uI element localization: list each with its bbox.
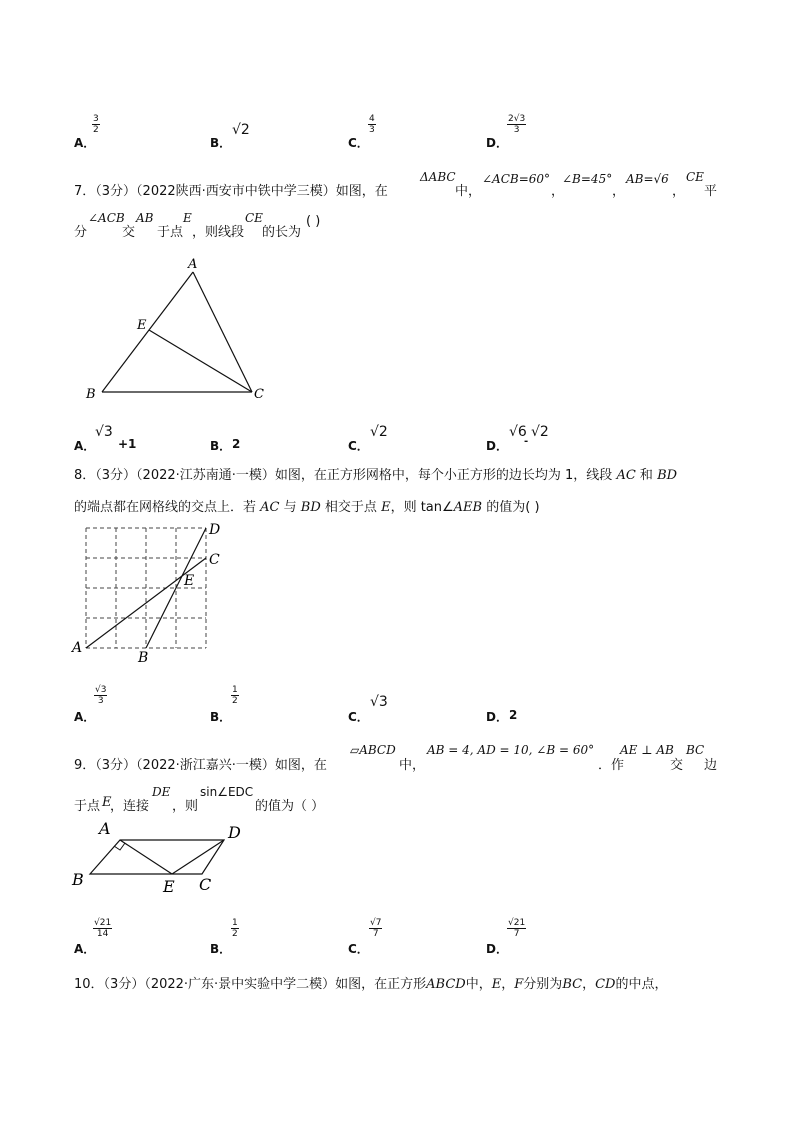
q7-e: E: [183, 211, 192, 225]
q9-option-d-letter[interactable]: D．: [486, 942, 508, 956]
q9-tail: 的值为（ ）: [255, 799, 325, 814]
q8-option-b-letter[interactable]: B．: [210, 710, 232, 724]
q9-de: DE: [152, 785, 171, 799]
q7-yudian: 于点: [157, 225, 184, 240]
q6-option-a-fraction: $\frac{3}{2}$: [93, 114, 99, 135]
q6-option-c-letter[interactable]: C．: [348, 136, 369, 150]
q7-ce: CE: [686, 170, 704, 184]
q8-option-d-value: 2: [509, 708, 518, 722]
q7-prefix: 7．（3分）（2022陕西·西安市中铁中学三模）如图，在: [74, 184, 388, 199]
q9-parallelogram-figure: [68, 818, 258, 896]
q7-option-a-letter[interactable]: A．: [74, 439, 96, 453]
q9-option-b-letter[interactable]: B．: [210, 942, 232, 956]
q7-answer-paren: ( ): [306, 214, 321, 229]
q7-label-e: E: [137, 318, 147, 333]
q7-jiao: 交: [122, 225, 136, 240]
q9-zuo: ．作: [598, 758, 625, 773]
q8-option-a-fraction: $\frac{√3}{3}$: [95, 685, 107, 706]
q9-ze: ，则: [172, 799, 199, 814]
q8-option-d-letter[interactable]: D．: [486, 710, 508, 724]
q9-label-d: D: [228, 823, 241, 842]
q7-zexian: ，则线段: [192, 225, 245, 240]
q9-perpendicular: AE ⊥ AB: [620, 743, 674, 757]
q7-triangle: ΔABC: [420, 170, 456, 184]
q8-option-b-fraction: $\frac{1}{2}$: [232, 685, 238, 706]
q7-option-a-value: √3: [95, 424, 113, 440]
q9-conditions: AB = 4, AD = 10, ∠B = 60°: [427, 743, 595, 757]
q9-option-b-fraction: $\frac{1}{2}$: [232, 918, 238, 939]
q6-option-b-value: √2: [232, 122, 250, 138]
q7-cond-acb: ∠ACB=60°: [482, 172, 551, 186]
q8-line-2: 的端点都在网格线的交点上．若 AC 与 BD 相交于点 E，则 tan∠AEB 的值为( ): [74, 500, 540, 515]
q7-zhong: 中，: [455, 184, 482, 199]
q7-comma-1: ，: [551, 184, 565, 199]
q9-parallelogram-abcd: [90, 840, 224, 874]
q8-grid-figure: [70, 518, 230, 666]
q8-label-a: A: [72, 640, 83, 656]
q7-cond-b: ∠B=45°: [562, 172, 613, 186]
q7-option-d-letter[interactable]: D．: [486, 439, 508, 453]
q9-e: E: [102, 795, 112, 810]
q9-yudian: 于点: [74, 799, 101, 814]
question-10: 10．（3分）（2022·广东·景中实验中学二模）如图，在正方形ABCD中，E，F分别为BC，CD的中点，: [74, 977, 668, 992]
q8-line-1: 8．（3分）（2022·江苏南通·一模）如图，在正方形网格中，每个小正方形的边长均为 1，线段 AC 和 BD: [74, 468, 678, 483]
q9-label-e: E: [163, 877, 175, 896]
q8-option-a-letter[interactable]: A．: [74, 710, 96, 724]
q7-side-ab: [102, 272, 193, 392]
q7-triangle-figure: [80, 252, 280, 407]
q8-label-e: E: [184, 573, 195, 589]
q9-option-c-fraction: $\frac{√7}{7}$: [370, 918, 382, 939]
q7-label-b: B: [86, 387, 96, 402]
q6-option-c-fraction: $\frac{4}{3}$: [369, 114, 375, 135]
q7-dechang: 的长为: [262, 225, 302, 240]
q8-option-c-letter[interactable]: C．: [348, 710, 369, 724]
q9-option-a-fraction: $\frac{√21}{14}$: [94, 918, 112, 939]
q7-ce-2: CE: [245, 211, 263, 225]
q9-prefix: 9．（3分）（2022·浙江嘉兴·一模）如图，在: [74, 758, 327, 773]
q7-fen: 分: [74, 225, 88, 240]
q7-option-c-letter[interactable]: C．: [348, 439, 369, 453]
q9-segment-de: [172, 840, 224, 874]
q6-option-d-fraction: $\frac{2√3}{3}$: [508, 114, 526, 135]
q8-label-c: C: [209, 552, 220, 568]
q9-zhong: 中，: [399, 758, 426, 773]
q7-option-a-tail: +1: [118, 437, 137, 451]
q7-angle-acb: ∠ACB: [88, 211, 125, 225]
q9-segment-ae: [120, 840, 172, 874]
q9-option-c-letter[interactable]: C．: [348, 942, 369, 956]
q7-option-b-letter[interactable]: B．: [210, 439, 232, 453]
q9-parallelogram: ▱ABCD: [350, 743, 396, 757]
q8-option-c-value: √3: [370, 694, 388, 710]
q7-label-a: A: [188, 257, 198, 272]
q7-comma-2: ，: [612, 184, 626, 199]
q6-option-d-letter[interactable]: D．: [486, 136, 508, 150]
q9-label-c: C: [199, 875, 212, 894]
q9-sin-edc: sin∠EDC: [200, 785, 254, 799]
q9-label-a: A: [99, 819, 111, 838]
q6-option-b-letter[interactable]: B．: [210, 136, 232, 150]
q9-lianjie: ，连接: [110, 799, 150, 814]
q7-label-c: C: [254, 387, 264, 402]
q7-ping: 平: [704, 184, 718, 199]
q7-option-d-dash: -: [524, 436, 529, 447]
q9-bc: BC: [686, 743, 705, 757]
q6-option-a-letter[interactable]: A．: [74, 136, 96, 150]
q9-bian: 边: [704, 758, 718, 773]
q9-option-d-fraction: $\frac{√21}{7}$: [508, 918, 526, 939]
q9-option-a-letter[interactable]: A．: [74, 942, 96, 956]
q7-comma-3: ，: [672, 184, 686, 199]
q7-ab: AB: [136, 211, 154, 225]
q8-label-b: B: [138, 650, 149, 666]
q7-option-b-value: 2: [232, 437, 241, 451]
q9-jiao: 交: [670, 758, 684, 773]
q9-label-b: B: [72, 870, 84, 889]
q7-option-d-value-2: √2: [531, 424, 549, 440]
q7-option-d-value: √6: [509, 424, 527, 440]
q7-option-c-value: √2: [370, 424, 388, 440]
q8-label-d: D: [209, 522, 221, 538]
q7-cond-ab: AB=√6: [626, 172, 669, 186]
